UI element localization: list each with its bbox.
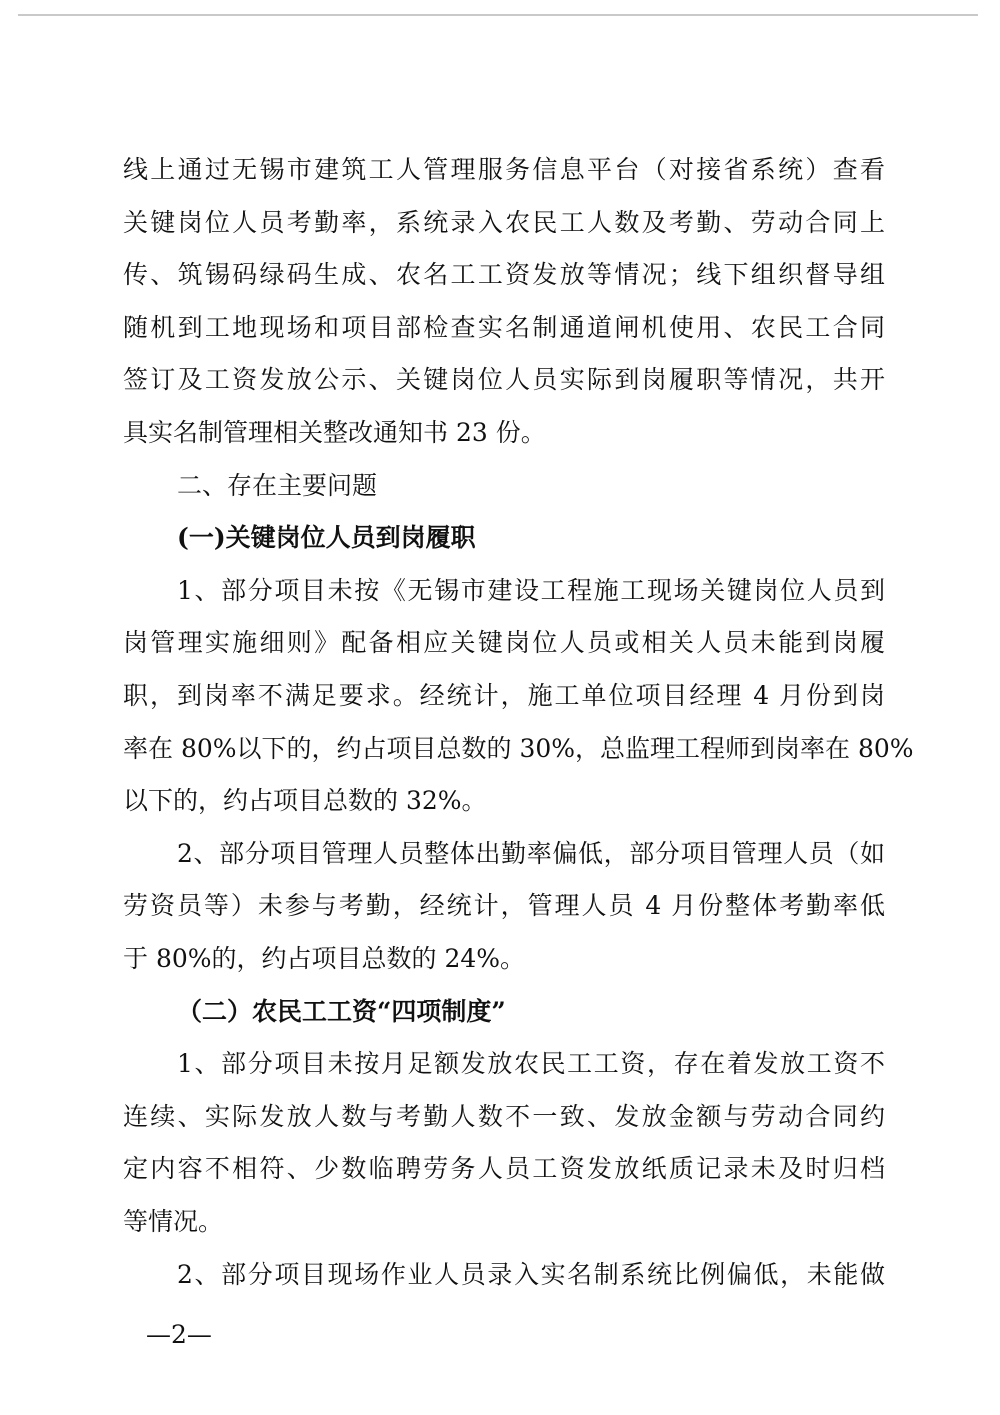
paragraph-line: 具实名制管理相关整改通知书 23 份。	[123, 418, 546, 447]
scan-top-edge	[18, 14, 978, 16]
section-heading: 二、存在主要问题	[177, 471, 378, 500]
paragraph-line: 随机到工地现场和项目部检查实名制通道闸机使用、农民工合同	[123, 313, 885, 342]
paragraph-line: 劳资员等）未参与考勤，经统计，管理人员 4 月份整体考勤率低	[123, 891, 885, 920]
paragraph-line: 率在 80%以下的，约占项目总数的 30%，总监理工程师到岗率在 80%	[123, 734, 914, 763]
page-number: —2—	[146, 1320, 212, 1349]
subsection-heading: (一)关键岗位人员到岗履职	[177, 523, 476, 552]
paragraph-line: 2、部分项目现场作业人员录入实名制系统比例偏低，未能做	[177, 1260, 885, 1289]
paragraph-line: 等情况。	[123, 1207, 224, 1236]
paragraph-line: 签订及工资发放公示、关键岗位人员实际到岗履职等情况，共开	[123, 365, 885, 394]
paragraph-line: 连续、实际发放人数与考勤人数不一致、发放金额与劳动合同约	[123, 1102, 885, 1131]
paragraph-line: 1、部分项目未按月足额发放农民工工资，存在着发放工资不	[177, 1049, 885, 1078]
paragraph-line: 线上通过无锡市建筑工人管理服务信息平台（对接省系统）查看	[123, 155, 885, 184]
paragraph-line: 岗管理实施细则》配备相应关键岗位人员或相关人员未能到岗履	[123, 628, 885, 657]
paragraph-line: 以下的，约占项目总数的 32%。	[123, 786, 487, 815]
paragraph-line: 1、部分项目未按《无锡市建设工程施工现场关键岗位人员到	[177, 576, 885, 605]
paragraph-line: 2、部分项目管理人员整体出勤率偏低，部分项目管理人员（如	[177, 839, 885, 868]
paragraph-line: 关键岗位人员考勤率，系统录入农民工人数及考勤、劳动合同上	[123, 208, 885, 237]
paragraph-line: 职，到岗率不满足要求。经统计，施工单位项目经理 4 月份到岗	[123, 681, 885, 710]
paragraph-line: 定内容不相符、少数临聘劳务人员工资发放纸质记录未及时归档	[123, 1154, 885, 1183]
paragraph-line: 传、筑锡码绿码生成、农名工工资发放等情况；线下组织督导组	[123, 260, 885, 289]
paragraph-line: 于 80%的，约占项目总数的 24%。	[123, 944, 526, 973]
subsection-heading: （二）农民工工资“四项制度”	[177, 997, 506, 1026]
